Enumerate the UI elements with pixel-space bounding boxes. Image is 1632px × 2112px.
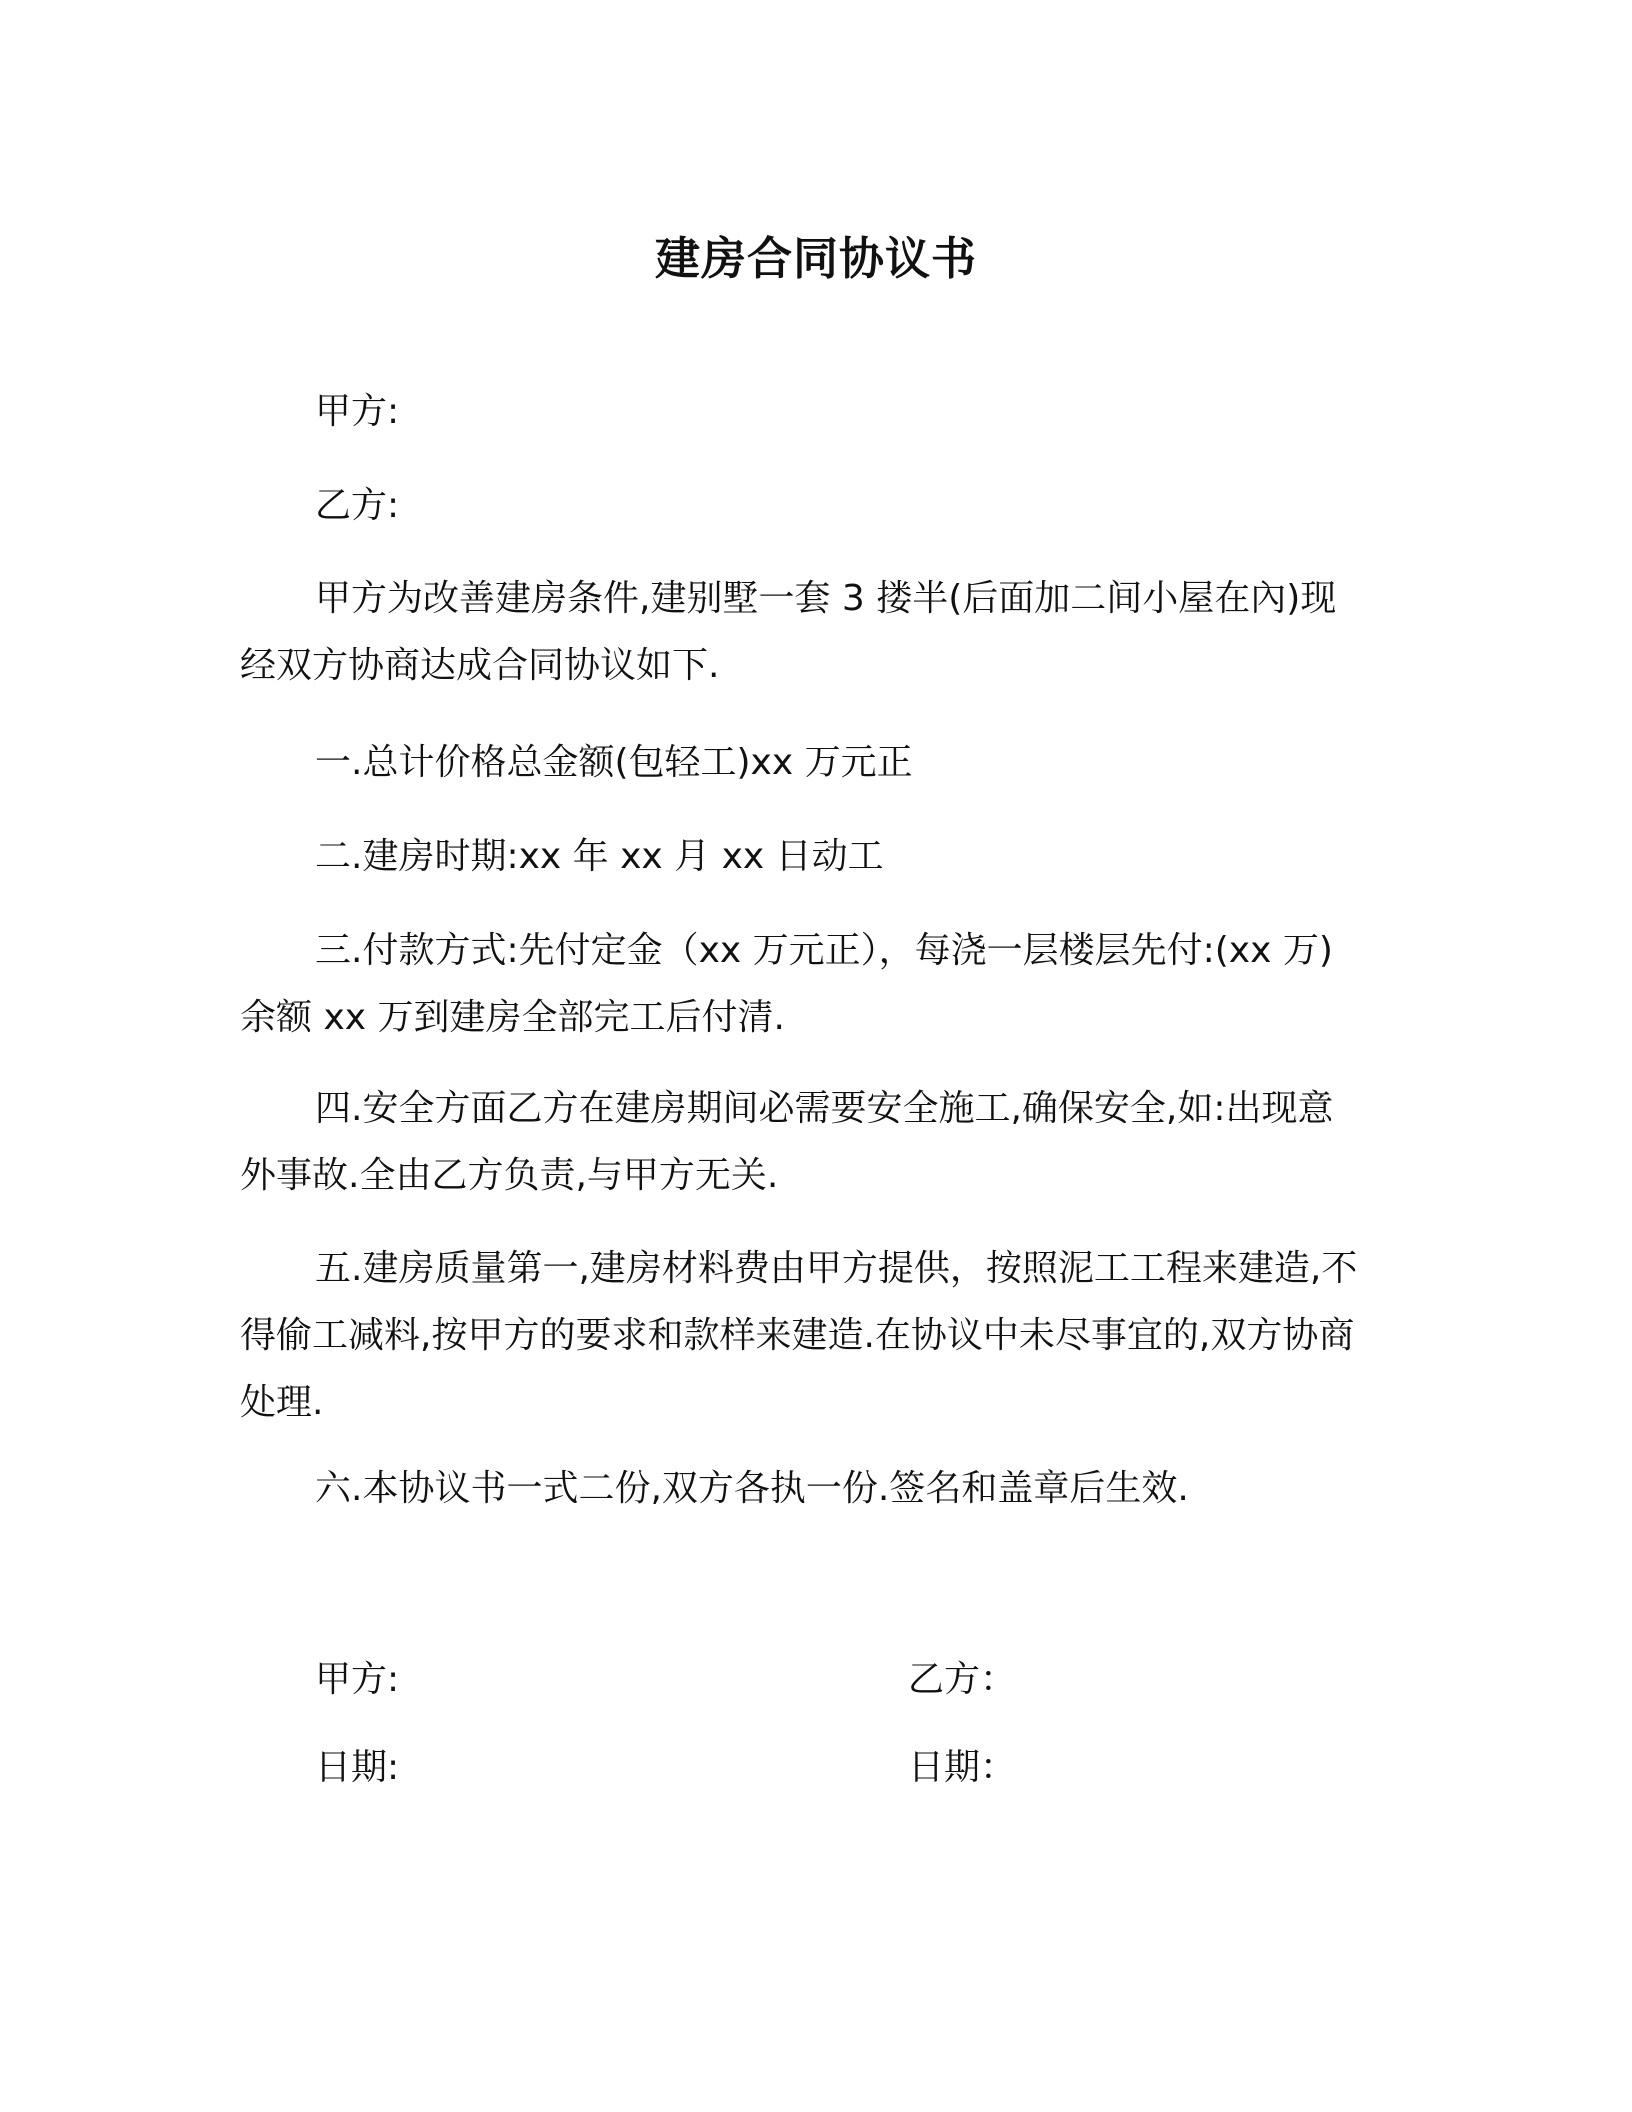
clause-5: 五.建房质量第一,建房材料费由甲方提供，按照泥工工程来建造,不得偷工减料,按甲方的要求和款样来建造.在协议中未尽事宜的,双方协商处理. bbox=[240, 1248, 1358, 1423]
clause-3: 三.付款方式:先付定金（xx 万元正），每浇一层楼层先付:(xx 万)余额 xx 万到建房全部完工后付清. bbox=[240, 930, 1333, 1038]
signature-party-b: 乙方： bbox=[908, 1659, 1017, 1700]
party-b-line: 乙方: bbox=[315, 485, 400, 526]
clause-1: 一.总计价格总金额(包轻工)xx 万元正 bbox=[315, 742, 913, 783]
intro-paragraph: 甲方为改善建房条件,建别墅一套 3 搂半(后面加二间小屋在內)现经双方协商达成合同协议如下. bbox=[240, 578, 1337, 686]
signature-date-b: 日期： bbox=[908, 1747, 1017, 1788]
document-title: 建房合同协议书 bbox=[654, 232, 977, 285]
clause-6: 六.本协议书一式二份,双方各执一份.签名和盖章后生效. bbox=[315, 1468, 1189, 1509]
clause-2: 二.建房时期:xx 年 xx 月 xx 日动工 bbox=[315, 836, 884, 877]
clause-4: 四.安全方面乙方在建房期间必需要安全施工,确保安全,如:出现意外事故.全由乙方负责,与甲方无关. bbox=[240, 1088, 1334, 1196]
signature-party-a: 甲方: bbox=[315, 1659, 400, 1700]
party-a-line: 甲方: bbox=[315, 391, 400, 432]
signature-date-a: 日期: bbox=[315, 1747, 400, 1788]
